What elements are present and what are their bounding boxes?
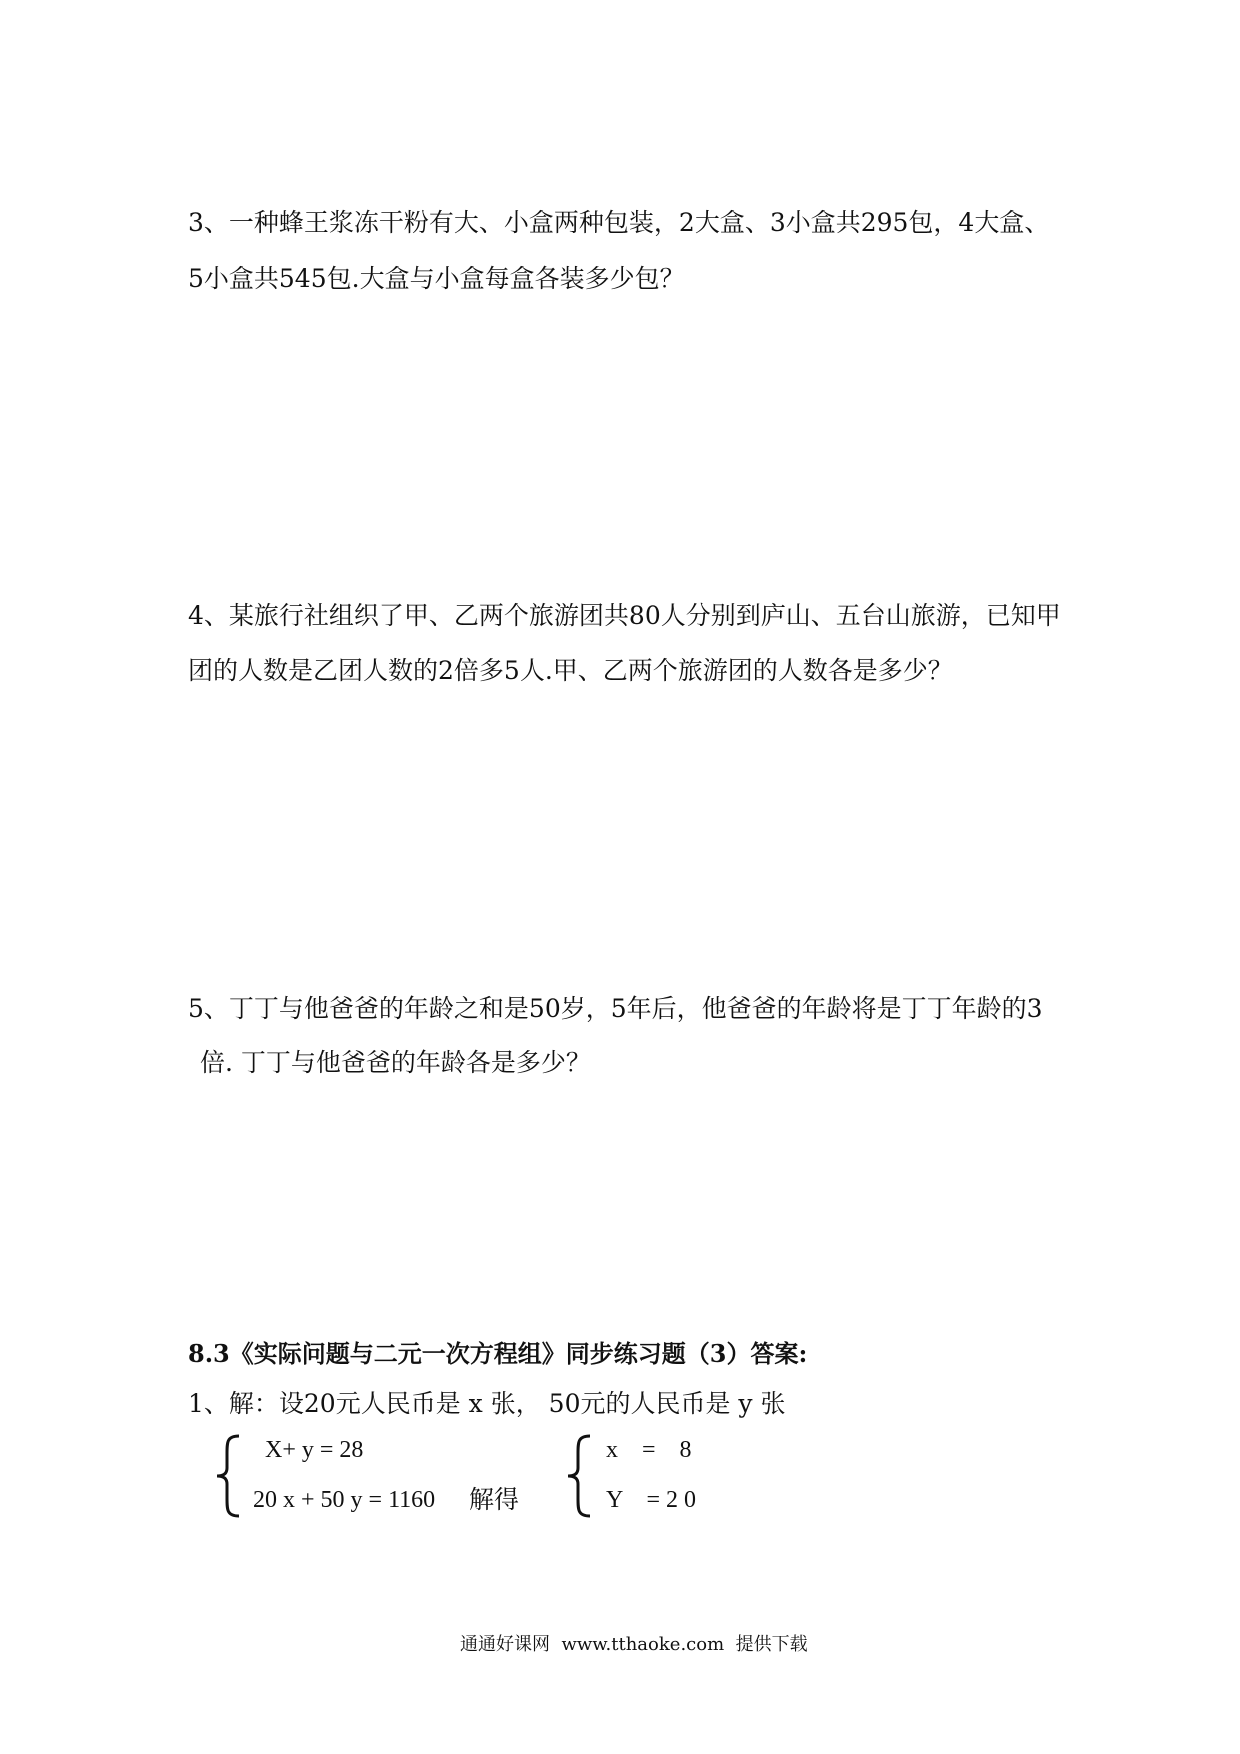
system-equation-1: X+ y = 28 <box>265 1437 364 1463</box>
problem-5-line-2: 倍. 丁丁与他爸爸的年龄各是多少？ <box>200 1048 591 1077</box>
solution-x: x = 8 <box>606 1437 692 1463</box>
solve-word: 解得 <box>469 1485 520 1514</box>
system-equation-2: 20 x + 50 y = 1160 <box>253 1487 436 1513</box>
problem-4-line-2: 团的人数是乙团人数的2倍多5人.甲、乙两个旅游团的人数各是多少？ <box>188 656 953 685</box>
answer-1-intro: 1、解：设20元人民币是 x 张， 50元的人民币是 y 张 <box>188 1389 786 1418</box>
problem-4-line-1: 4、某旅行社组织了甲、乙两个旅游团共80人分别到庐山、五台山旅游，已知甲 <box>188 601 1061 630</box>
right-brace-icon <box>564 1434 594 1518</box>
footer-text: 通通好课网 www.tthaoke.com 提供下载 <box>460 1634 808 1655</box>
answers-title: 8.3《实际问题与二元一次方程组》同步练习题（3）答案: <box>188 1339 808 1368</box>
problem-3-line-1: 3、一种蜂王浆冻干粉有大、小盒两种包装，2大盒、3小盒共295包，4大盒、 <box>188 208 1050 237</box>
problem-3-line-2: 5小盒共545包.大盒与小盒每盒各装多少包？ <box>188 264 685 293</box>
left-brace-icon <box>213 1434 243 1518</box>
problem-5-line-1: 5、丁丁与他爸爸的年龄之和是50岁，5年后，他爸爸的年龄将是丁丁年龄的3 <box>188 994 1043 1023</box>
solution-y: Y = 2 0 <box>606 1487 696 1513</box>
